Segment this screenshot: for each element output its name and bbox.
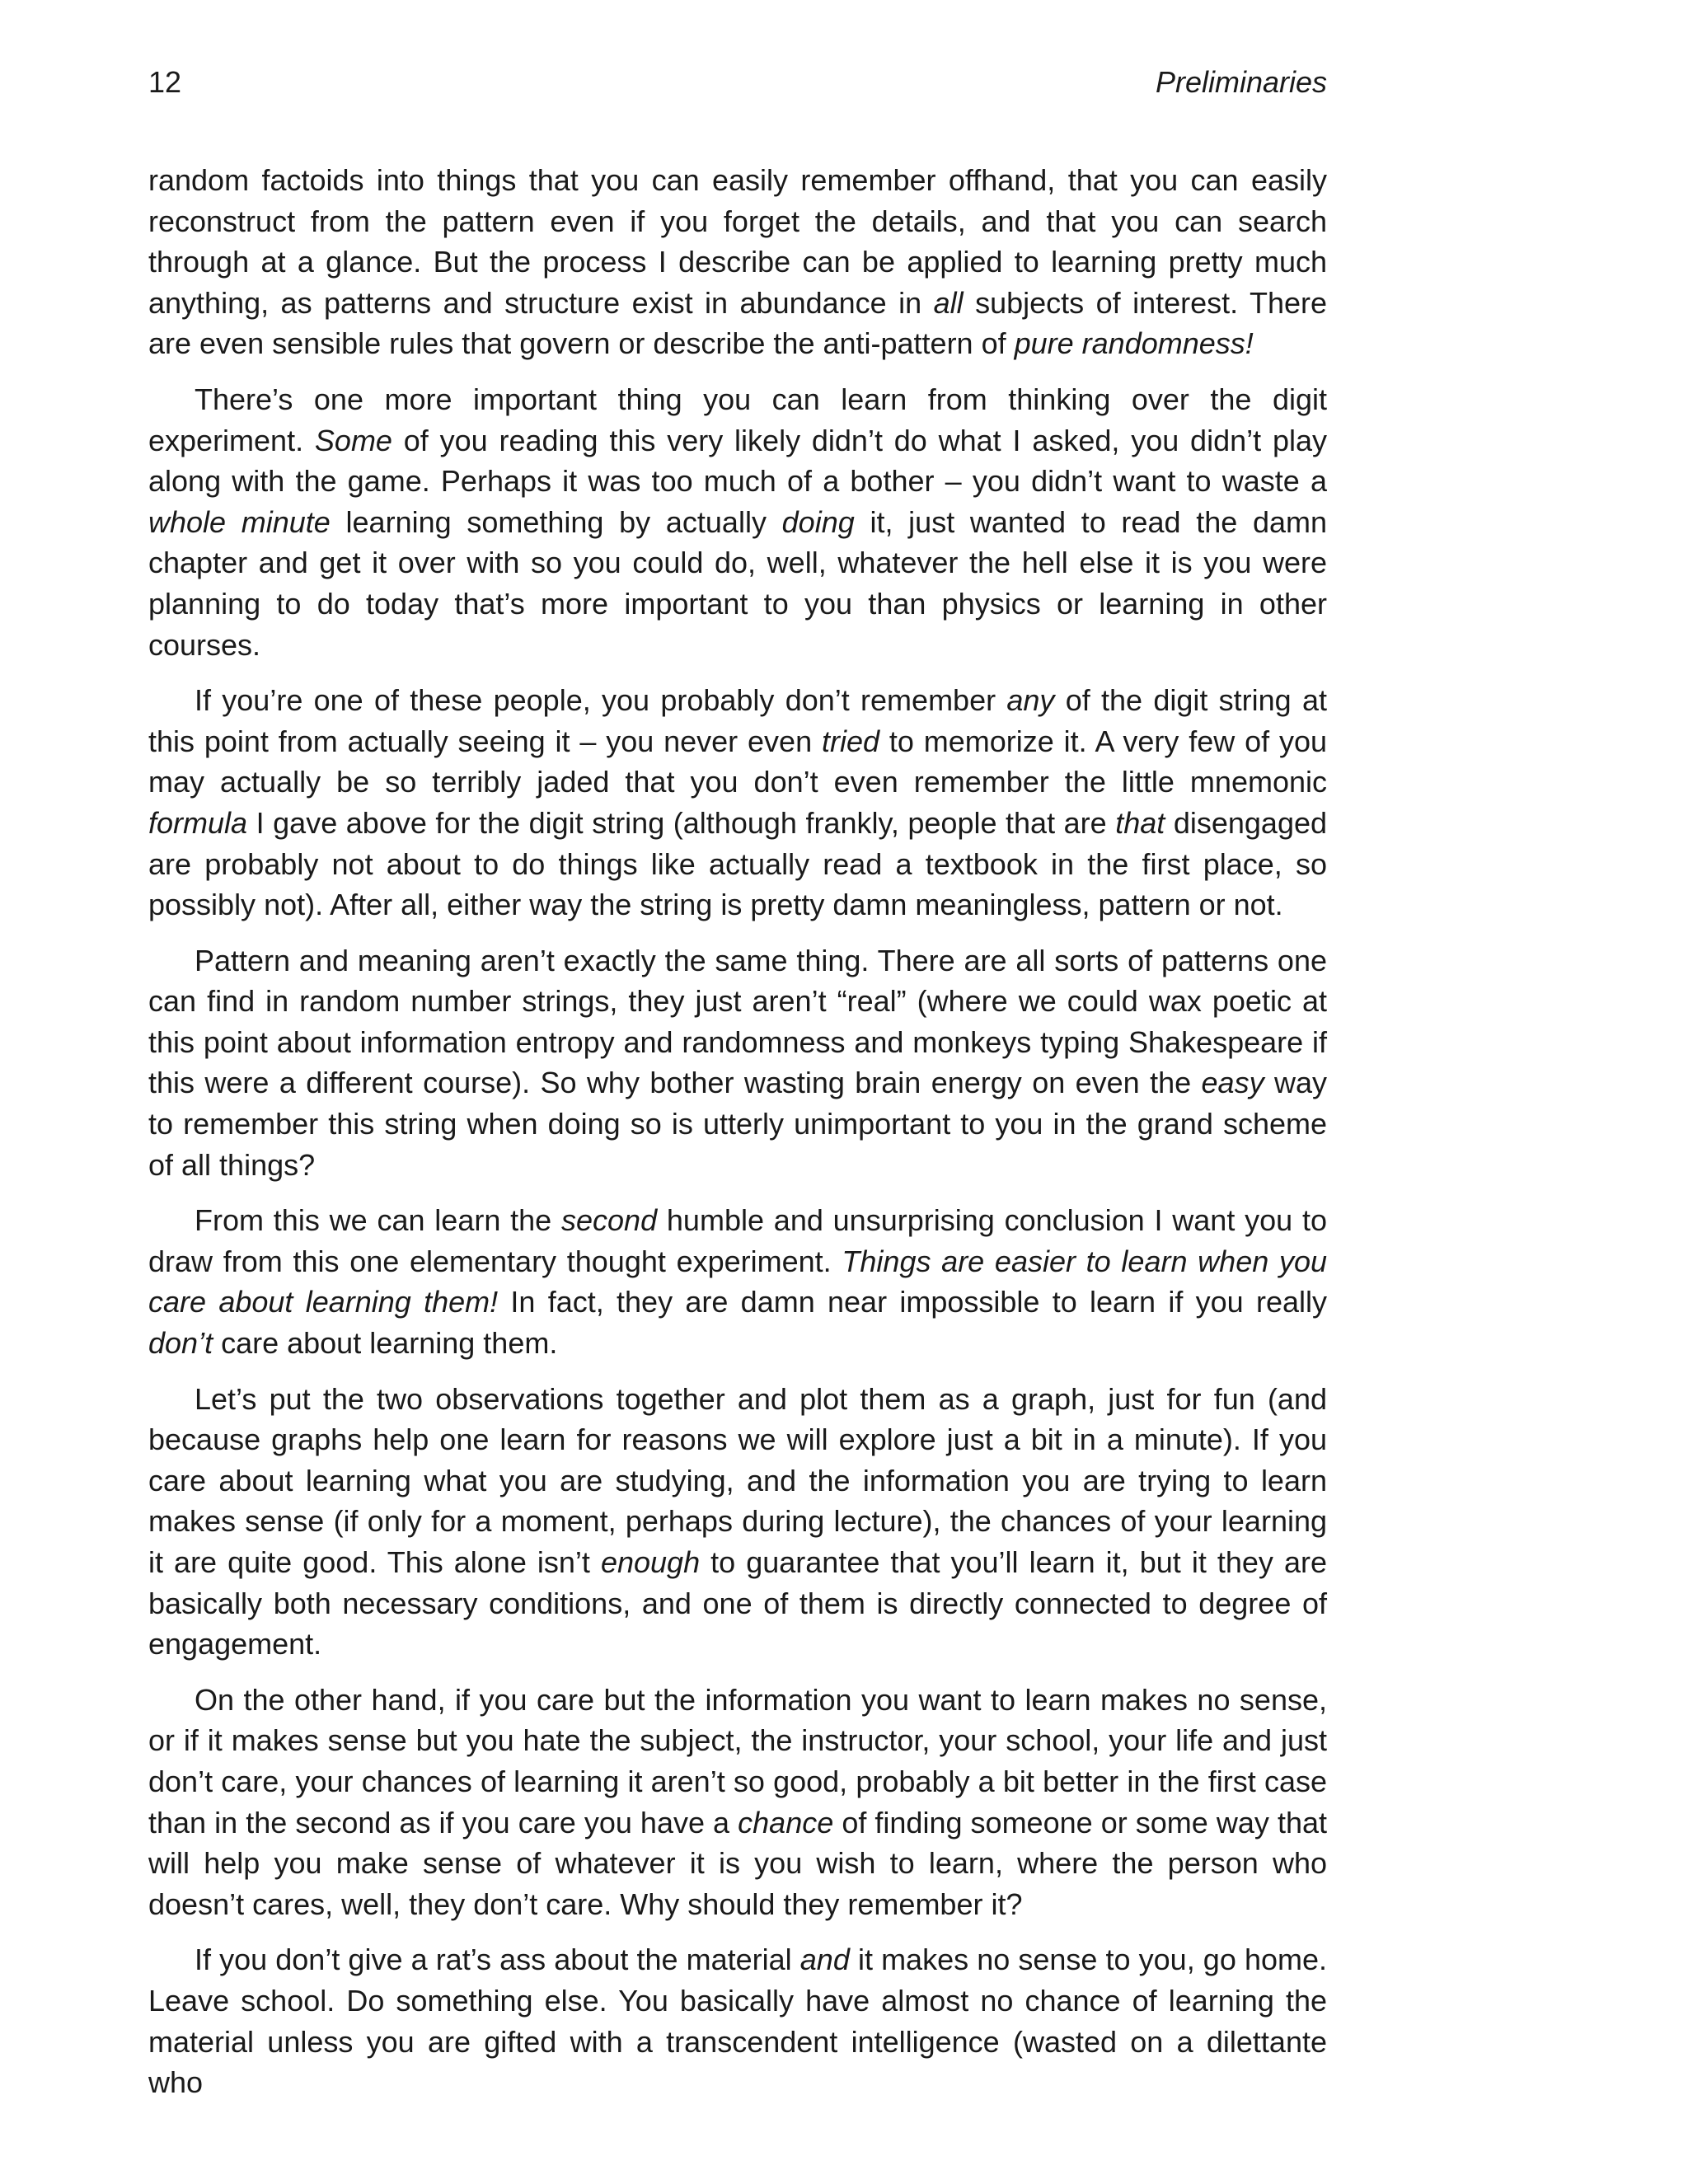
emphasis-text: whole minute (148, 504, 331, 539)
text-run: disengaged are probably not about to do things like actually read a textbook in the first place, so possibly not). After all, either way the string is pretty damn meaningless, pattern or not. (148, 805, 1328, 922)
text-run: On the other hand, if you care but the information you want to learn makes no sense, or if it makes sense but you hate the subject, the instructor, your school, your life and just don’t care, your chances of learning it aren’t so good, probably a bit better in the first case than in the second as if you care you have a (148, 1682, 1327, 1840)
paragraph (148, 680, 1327, 926)
paragraph (148, 940, 1327, 1186)
text-run: I gave above for the digit string (although frankly, people that are (247, 805, 1116, 840)
text-run: Let’s put the two observations together and plot them as a graph, just for fun (and because graphs help one learn for reasons we will explore just a bit in a minute). If you care about learning what you are studying, and the information you are trying to learn makes sense (if only for a moment, perhaps during lecture), the chances of your learning it are quite good. This alone isn’t (148, 1381, 1327, 1579)
emphasis-text: and (799, 1943, 850, 1977)
text-run: In fact, they are damn near impossible to learn if you really (498, 1285, 1327, 1319)
text-run: of you reading this very likely didn’t do what I asked, you didn’t play along with the game. Perhaps it was too much of a bother – you didn’t want to waste a (148, 423, 1327, 499)
paragraph (148, 160, 1327, 364)
emphasis-text: that (1115, 805, 1165, 840)
emphasis-text: Some (314, 423, 392, 457)
text-run: From this we can learn the (195, 1203, 562, 1238)
emphasis-text: enough (600, 1545, 701, 1579)
page-number: 12 (148, 65, 182, 99)
running-title: Preliminaries (1155, 65, 1327, 99)
text-run: to memorize it. A very few of you may actually be so terribly jaded that you don’t even remember the little mnemonic (148, 724, 1327, 799)
paragraph (148, 1680, 1327, 1925)
emphasis-text: all (933, 285, 964, 320)
body-text (148, 160, 1327, 2103)
emphasis-text: tried (821, 724, 879, 758)
text-run: If you don’t give a rat’s ass about the material (195, 1943, 800, 1977)
emphasis-text: don’t (148, 1326, 213, 1361)
emphasis-text: doing (781, 504, 855, 539)
emphasis-text: any (1006, 683, 1055, 718)
text-run: Pattern and meaning aren’t exactly the same thing. There are all sorts of patterns one can find in random number strings, they just aren’t “real” (where we could wax poetic at this point about information entropy and randomness and monkeys typing Shakespeare if this were a different course). So why bother wasting brain energy on even the (148, 943, 1327, 1100)
emphasis-text: formula (148, 805, 248, 840)
book-page (148, 59, 1327, 2118)
text-run: it makes no sense to you, go home. Leave school. Do something else. You basically have almost no chance of learning the material unless you are gifted with a transcendent intelligence (wasted on a dilettante who (148, 1943, 1327, 2100)
text-run: If you’re one of these people, you probably don’t remember (195, 683, 1007, 718)
text-run: it, just wanted to read the damn chapter and get it over with so you could do, well, whatever the hell else it is you were planning to do today that’s more important to you than physics or learning in other courses. (148, 504, 1328, 662)
text-run: subjects of interest. There are even sensible rules that govern or describe the anti-pattern of (148, 285, 1327, 361)
emphasis-text: Things are easier to learn when you care about learning them! (148, 1244, 1328, 1319)
text-run: way to remember this string when doing so is utterly unimportant to you in the grand scheme of all things? (148, 1066, 1327, 1182)
text-run: of the digit string at this point from actually seeing it – you never even (148, 683, 1327, 758)
text-run: random factoids into things that you can easily remember offhand, that you can easily reconstruct from the pattern even if you forget the details, and that you can search through at a glance. But the process I describe can be applied to learning pretty much anything, as patterns and structure exist in abundance in (148, 163, 1327, 320)
emphasis-text: chance (738, 1805, 834, 1840)
text-run: to guarantee that you’ll learn it, but it they are basically both necessary conditions, and one of them is directly connected to degree of engagement. (148, 1545, 1327, 1661)
text-run: humble and unsurprising conclusion I want you to draw from this one elementary thought experiment. (148, 1203, 1328, 1278)
paragraph (148, 1379, 1327, 1665)
emphasis-text: easy (1201, 1066, 1264, 1100)
paragraph (148, 1939, 1327, 2102)
text-run: learning something by actually (330, 504, 782, 539)
emphasis-text: pure randomness! (1014, 326, 1254, 361)
text-run: of finding someone or some way that will help you make sense of whatever it is you wish to learn, where the person who doesn’t cares, well, they don’t care. Why should they remember it? (148, 1805, 1328, 1921)
text-run: There’s one more important thing you can learn from thinking over the digit experiment. (148, 382, 1327, 457)
paragraph (148, 1200, 1327, 1363)
paragraph (148, 379, 1327, 665)
emphasis-text: second (561, 1203, 658, 1238)
text-run: care about learning them. (213, 1326, 558, 1361)
running-head (148, 59, 1327, 105)
